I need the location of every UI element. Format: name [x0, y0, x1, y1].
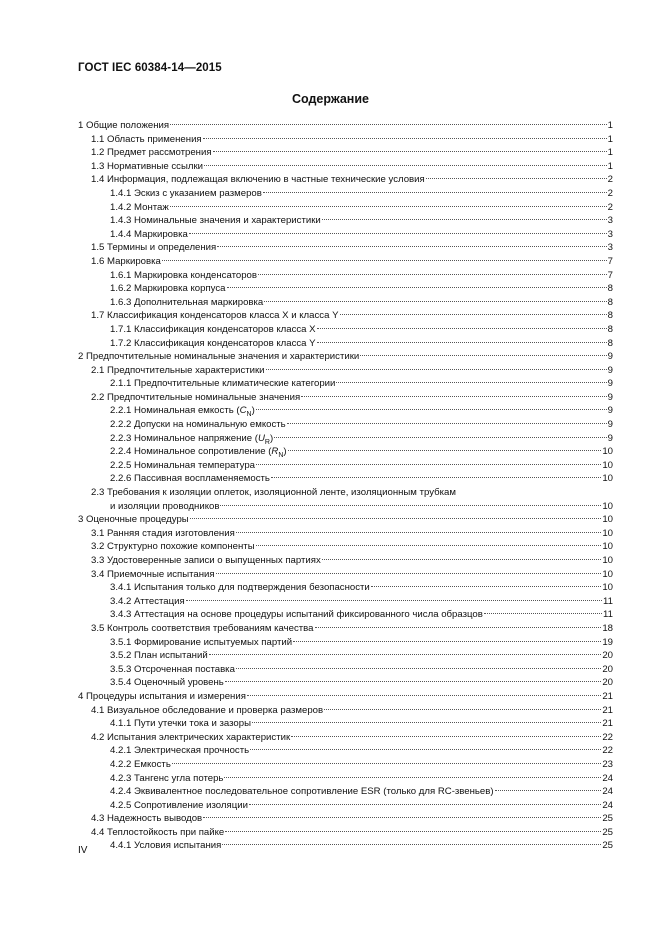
- toc-entry[interactable]: [78, 731, 613, 745]
- toc-entry-title: 3.5.1 Формирование испытуемых партий: [110, 636, 293, 648]
- toc-entry-page: 3: [607, 228, 613, 240]
- toc-entry[interactable]: [78, 636, 613, 650]
- toc-entry-page: 21: [602, 690, 613, 702]
- toc-entry[interactable]: [78, 540, 613, 554]
- toc-entry[interactable]: [78, 201, 613, 215]
- toc-entry-page: 9: [607, 405, 613, 417]
- toc-entry-page: 24: [602, 799, 613, 811]
- toc-entry-page: 10: [602, 568, 613, 580]
- toc-entry-page: 1: [607, 133, 613, 145]
- toc-entry-title: 1.7 Классификация конденсаторов класса X и класса Y: [91, 310, 339, 322]
- toc-entry-title: 1.2 Предмет рассмотрения: [91, 147, 212, 159]
- toc-entry-title: 4.2.5 Сопротивление изоляции: [110, 799, 248, 811]
- toc-entry-title: 3.5 Контроль соответствия требованиям качества: [91, 622, 314, 634]
- toc-entry-page: 25: [602, 840, 613, 852]
- toc-entry-title: 3.4.2 Аттестация: [110, 595, 185, 607]
- toc-entry-page: 10: [602, 473, 613, 485]
- toc-entry-page: 8: [607, 283, 613, 295]
- toc-entry-title: 4.2 Испытания электрических характеристик: [91, 731, 291, 743]
- toc-entry-title: 3.5.4 Оценочный уровень: [110, 677, 224, 689]
- toc-entry[interactable]: [78, 717, 613, 731]
- toc-entry[interactable]: [78, 160, 613, 174]
- toc-entry[interactable]: [78, 785, 613, 799]
- toc-entry-page: 2: [607, 201, 613, 213]
- toc-entry[interactable]: [78, 133, 613, 147]
- toc-entry-page: 10: [602, 527, 613, 539]
- toc-entry-title: 4.2.1 Электрическая прочность: [110, 745, 250, 757]
- toc-entry-page: 24: [602, 772, 613, 784]
- toc-leader-dots: [317, 342, 607, 343]
- toc-leader-dots: [203, 138, 607, 139]
- toc-entry[interactable]: [78, 377, 613, 391]
- toc-leader-dots: [266, 369, 607, 370]
- toc-entry-page: 8: [607, 296, 613, 308]
- toc-entry-title: 1.5 Термины и определения: [91, 242, 217, 254]
- toc-entry-title: 1.1 Область применения: [91, 133, 202, 145]
- toc-leader-dots: [336, 382, 606, 383]
- toc-leader-dots: [317, 328, 607, 329]
- toc-entry[interactable]: [78, 500, 613, 514]
- toc-entry-title: 1.7.1 Классификация конденсаторов класса X: [110, 323, 316, 335]
- toc-entry-title: 1.6.3 Дополнительная маркировка: [110, 296, 264, 308]
- toc-entry-title: 4.4 Теплостойкость при пайке: [91, 826, 225, 838]
- toc-entry-page: 10: [602, 582, 613, 594]
- toc-entry[interactable]: [78, 296, 613, 310]
- toc-entry-page: 21: [602, 704, 613, 716]
- toc-entry-title: 2.2.2 Допуски на номинальную емкость: [110, 419, 286, 431]
- toc-entry-title: 1.4 Информация, подлежащая включению в частные технические условия: [91, 174, 425, 186]
- toc-entry-title: 1.6 Маркировка: [91, 255, 161, 267]
- toc-entry[interactable]: [78, 690, 613, 704]
- toc-leader-dots: [315, 627, 602, 628]
- toc-entry-title: 2.2.5 Номинальная температура: [110, 459, 256, 471]
- toc-entry-page: 9: [607, 391, 613, 403]
- toc-entry-title: 3.3 Удостоверенные записи о выпущенных партиях: [91, 555, 321, 566]
- toc-leader-dots: [271, 477, 601, 478]
- toc-leader-dots: [170, 124, 607, 125]
- toc-leader-dots: [227, 287, 607, 288]
- toc-leader-dots: [322, 559, 602, 560]
- toc-entry[interactable]: [78, 663, 613, 677]
- toc-entry-title: 4.2.4 Эквивалентное последовательное сопротивление ESR (только для RC-звеньев): [110, 786, 494, 798]
- toc-entry-title: 2.2.3 Номинальное напряжение $(U_R)$: [110, 432, 274, 446]
- toc-leader-dots: [301, 396, 607, 397]
- toc-leader-dots: [371, 586, 602, 587]
- toc-leader-dots: [190, 518, 602, 519]
- toc-entry-title: 4.4.1 Условия испытания: [110, 840, 222, 852]
- toc-entry-title: 4.2.3 Тангенс угла потерь: [110, 772, 224, 784]
- toc-entry[interactable]: [78, 472, 613, 486]
- toc-leader-dots: [225, 681, 602, 682]
- toc-entry-page: 9: [607, 432, 613, 444]
- toc-entry-title: 2.3 Требования к изоляции оплеток, изоляционной ленте, изоляционным трубкам: [91, 487, 456, 499]
- toc-entry-title: 3.1 Ранняя стадия изготовления: [91, 527, 235, 539]
- toc-leader-dots: [264, 301, 606, 302]
- toc-entry-title: 2.2.1 Номинальная емкость $(C_N)$: [110, 405, 255, 419]
- toc-leader-dots: [186, 600, 602, 601]
- toc-entry-page: 9: [607, 419, 613, 431]
- toc-entry-title: 4.1.1 Пути утечки тока и зазоры: [110, 718, 251, 730]
- toc-entry-page: 9: [607, 351, 613, 363]
- toc-leader-dots: [170, 206, 607, 207]
- toc-entry[interactable]: [78, 839, 613, 853]
- toc-entry[interactable]: [78, 350, 613, 364]
- toc-entry-title: 1.4.3 Номинальные значения и характеристики: [110, 215, 321, 227]
- toc-entry[interactable]: [78, 799, 613, 813]
- toc-entry[interactable]: [78, 513, 613, 527]
- toc-entry-title: и изоляции проводников: [110, 500, 220, 512]
- toc-entry[interactable]: [78, 554, 613, 568]
- page-number: IV: [78, 845, 88, 856]
- toc-leader-dots: [250, 749, 601, 750]
- toc-leader-dots: [203, 817, 601, 818]
- toc-leader-dots: [189, 233, 607, 234]
- toc-entry-page: 2: [607, 187, 613, 199]
- toc-entry[interactable]: [78, 228, 613, 242]
- toc-entry[interactable]: [78, 282, 613, 296]
- toc-entry-page: 21: [602, 718, 613, 730]
- toc-entry[interactable]: [78, 214, 613, 228]
- toc-leader-dots: [217, 246, 606, 247]
- toc-entry-title: 2.1.1 Предпочтительные климатические категории: [110, 378, 336, 390]
- table-of-contents: [78, 119, 613, 853]
- toc-leader-dots: [222, 844, 601, 845]
- toc-entry[interactable]: [78, 676, 613, 690]
- toc-entry-title: 3.4.3 Аттестация на основе процедуры испытаний фиксированного числа образцов: [110, 609, 483, 621]
- toc-entry-page: 11: [603, 609, 613, 621]
- toc-leader-dots: [225, 831, 601, 832]
- toc-leader-dots: [484, 613, 602, 614]
- toc-entry-page: 8: [607, 337, 613, 349]
- toc-entry[interactable]: [78, 826, 613, 840]
- toc-entry-title: 2 Предпочтительные номинальные значения и характеристики: [78, 351, 360, 363]
- toc-leader-dots: [252, 722, 601, 723]
- toc-entry-page: 22: [602, 745, 613, 757]
- toc-leader-dots: [256, 545, 602, 546]
- toc-leader-dots: [247, 695, 601, 696]
- toc-entry-title: 2.2 Предпочтительные номинальные значения: [91, 391, 301, 403]
- toc-entry[interactable]: [78, 418, 613, 432]
- toc-entry-page: 1: [607, 160, 613, 172]
- toc-leader-dots: [340, 314, 607, 315]
- toc-entry-title: 1.4.2 Монтаж: [110, 201, 169, 213]
- toc-leader-dots: [426, 178, 607, 179]
- toc-entry-title: 3 Оценочные процедуры: [78, 514, 189, 526]
- toc-entry-page: 19: [602, 636, 613, 648]
- toc-leader-dots: [249, 804, 601, 805]
- toc-entry-page: 18: [602, 622, 613, 634]
- toc-entry[interactable]: [78, 119, 613, 133]
- toc-entry-page: 24: [602, 786, 613, 798]
- toc-entry-title: 2.1 Предпочтительные характеристики: [91, 364, 265, 376]
- toc-entry-page: 9: [607, 378, 613, 390]
- toc-entry-title: 3.4.1 Испытания только для подтверждения безопасности: [110, 582, 370, 594]
- toc-entry-page: 1: [607, 120, 613, 131]
- document-header: ГОСТ IEC 60384-14—2015: [78, 62, 222, 74]
- toc-entry[interactable]: [78, 581, 613, 595]
- toc-entry-page: 10: [602, 459, 613, 471]
- toc-entry[interactable]: [78, 758, 613, 772]
- toc-entry[interactable]: [78, 812, 613, 826]
- toc-entry-title: 4.3 Надежность выводов: [91, 813, 203, 825]
- toc-entry-title: 1 Общие положения: [78, 120, 170, 131]
- toc-entry[interactable]: [78, 173, 613, 187]
- toc-entry[interactable]: [78, 486, 613, 500]
- toc-entry[interactable]: [78, 146, 613, 160]
- toc-leader-dots: [274, 437, 607, 438]
- toc-leader-dots: [172, 763, 602, 764]
- toc-entry[interactable]: [78, 323, 613, 337]
- toc-leader-dots: [162, 260, 607, 261]
- toc-entry-title: 3.5.3 Отсроченная поставка: [110, 663, 235, 675]
- toc-entry-page: 2: [607, 174, 613, 186]
- toc-entry-title: 1.4.1 Эскиз с указанием размеров: [110, 187, 262, 199]
- toc-entry[interactable]: [78, 364, 613, 378]
- toc-entry-page: 25: [602, 813, 613, 825]
- toc-entry-page: 20: [602, 677, 613, 689]
- toc-entry[interactable]: [78, 595, 613, 609]
- toc-entry-page: 10: [602, 500, 613, 512]
- toc-entry[interactable]: [78, 527, 613, 541]
- toc-entry-page: 10: [602, 446, 613, 458]
- toc-entry-page: 8: [607, 310, 613, 322]
- toc-leader-dots: [216, 573, 602, 574]
- toc-entry[interactable]: [78, 704, 613, 718]
- toc-entry-title: 2.2.6 Пассивная воспламеняемость: [110, 473, 270, 485]
- toc-leader-dots: [236, 668, 601, 669]
- toc-entry-page: 10: [602, 555, 613, 566]
- toc-entry[interactable]: [78, 772, 613, 786]
- toc-entry-page: 23: [602, 758, 613, 770]
- toc-entry[interactable]: [78, 622, 613, 636]
- toc-entry[interactable]: [78, 568, 613, 582]
- toc-entry[interactable]: [78, 432, 613, 446]
- toc-entry[interactable]: [78, 391, 613, 405]
- toc-entry[interactable]: [78, 404, 613, 418]
- toc-leader-dots: [220, 505, 601, 506]
- toc-leader-dots: [495, 790, 602, 791]
- toc-entry-title: 1.4.4 Маркировка: [110, 228, 188, 240]
- toc-leader-dots: [263, 192, 607, 193]
- toc-entry-page: 7: [607, 269, 613, 281]
- toc-entry-page: 20: [602, 663, 613, 675]
- toc-leader-dots: [291, 736, 601, 737]
- toc-entry-page: 7: [607, 255, 613, 267]
- toc-entry-page: 22: [602, 731, 613, 743]
- toc-leader-dots: [258, 274, 607, 275]
- toc-leader-dots: [360, 355, 606, 356]
- toc-entry-title: 3.2 Структурно похожие компоненты: [91, 541, 255, 553]
- toc-entry-title: 3.4 Приемочные испытания: [91, 568, 215, 580]
- toc-entry-page: 1: [607, 147, 613, 159]
- toc-entry[interactable]: [78, 269, 613, 283]
- toc-entry-title: 1.3 Нормативные ссылки: [91, 160, 204, 172]
- toc-entry[interactable]: [78, 744, 613, 758]
- toc-leader-dots: [287, 423, 607, 424]
- toc-leader-dots: [224, 777, 601, 778]
- toc-leader-dots: [256, 409, 607, 410]
- toc-entry-title: 1.6.1 Маркировка конденсаторов: [110, 269, 257, 281]
- toc-entry[interactable]: [78, 445, 613, 459]
- toc-leader-dots: [324, 709, 601, 710]
- toc-leader-dots: [288, 450, 602, 451]
- toc-entry[interactable]: [78, 187, 613, 201]
- toc-leader-dots: [209, 654, 602, 655]
- toc-entry-page: 10: [602, 514, 613, 526]
- toc-entry-title: 4.1 Визуальное обследование и проверка размеров: [91, 704, 324, 716]
- toc-entry-page: 8: [607, 323, 613, 335]
- toc-entry-page: 25: [602, 826, 613, 838]
- toc-leader-dots: [213, 151, 607, 152]
- toc-entry-title: 4 Процедуры испытания и измерения: [78, 690, 246, 702]
- page-title: Содержание: [291, 92, 369, 106]
- toc-entry-title: 3.5.2 План испытаний: [110, 650, 208, 662]
- toc-leader-dots: [204, 165, 607, 166]
- toc-entry-title: 2.2.4 Номинальное сопротивление $(R_N)$: [110, 446, 287, 460]
- toc-entry-title: 1.6.2 Маркировка корпуса: [110, 283, 226, 295]
- toc-entry-page: 3: [607, 242, 613, 254]
- toc-leader-dots: [322, 219, 607, 220]
- toc-entry-page: 11: [603, 595, 613, 607]
- toc-entry-page: 3: [607, 215, 613, 227]
- toc-entry-page: 10: [602, 541, 613, 553]
- toc-entry-title: 1.7.2 Классификация конденсаторов класса Y: [110, 337, 316, 349]
- toc-leader-dots: [236, 532, 602, 533]
- toc-entry-title: 4.2.2 Емкость: [110, 758, 171, 770]
- toc-entry[interactable]: [78, 649, 613, 663]
- toc-entry[interactable]: [78, 241, 613, 255]
- toc-entry[interactable]: [78, 608, 613, 622]
- toc-entry[interactable]: [78, 309, 613, 323]
- toc-entry[interactable]: [78, 255, 613, 269]
- toc-leader-dots: [256, 464, 601, 465]
- toc-entry-page: 9: [607, 364, 613, 376]
- toc-entry[interactable]: [78, 337, 613, 351]
- toc-entry-page: 20: [602, 650, 613, 662]
- toc-entry[interactable]: [78, 459, 613, 473]
- toc-leader-dots: [293, 641, 601, 642]
